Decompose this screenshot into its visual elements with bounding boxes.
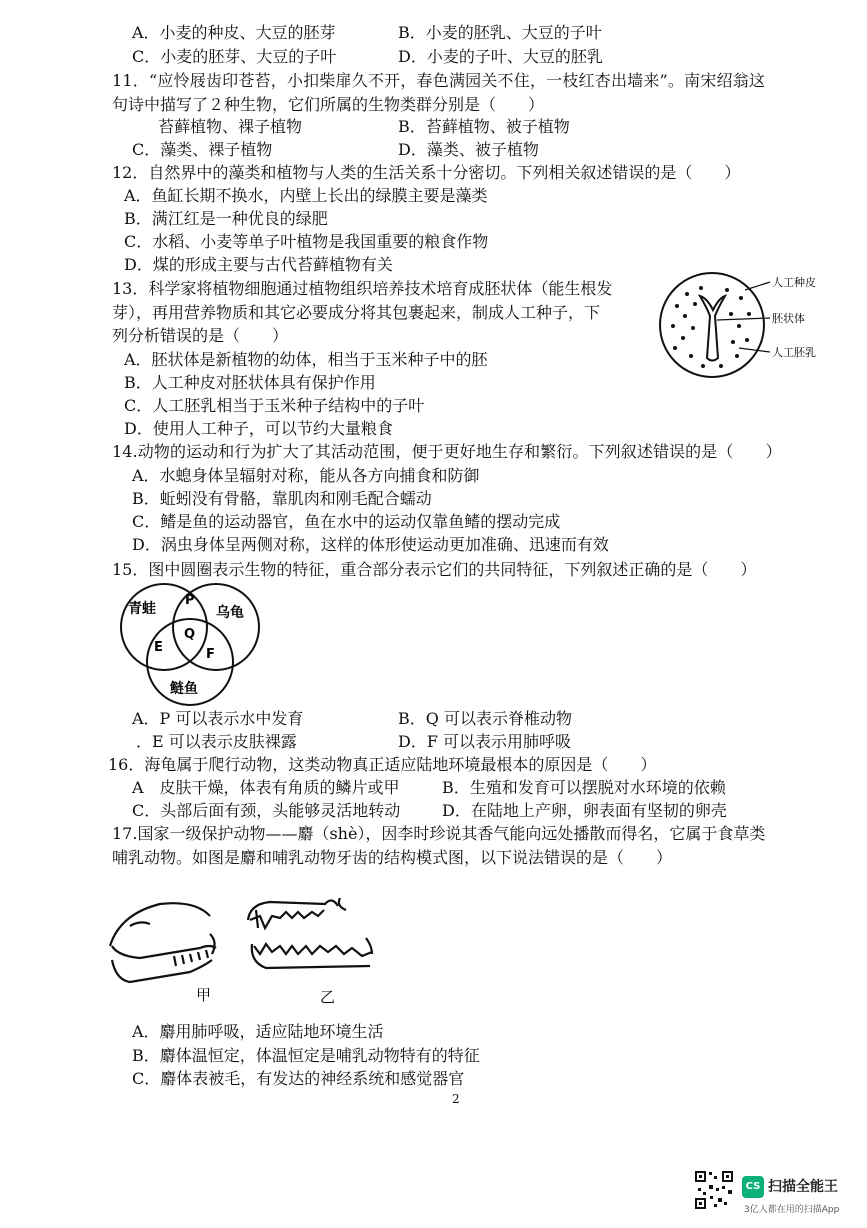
- q11-option-c: C．藻类、裸子植物: [132, 140, 273, 159]
- q16-option-c: C．头部后面有颈，头能够灵活地转动: [132, 801, 401, 820]
- q13-option-c: C．人工胚乳相当于玉米种子结构中的子叶: [124, 396, 425, 415]
- label-artificial-endosperm: 人工胚乳: [772, 346, 816, 359]
- q16-option-b: B．生殖和发育可以摆脱对水环境的依赖: [442, 778, 726, 797]
- q17-stem-line1: 17.国家一级保护动物——麝（shè），因李时珍说其香气能向远处播散而得名，它属于食草类: [112, 824, 766, 843]
- q11-stem-line1: 11．“应怜屐齿印苍苔，小扣柴扉久不开，春色满园关不住，一枝红杏出墙来”。南宋绍翁这: [112, 71, 766, 90]
- q14-option-a: A．水螅身体呈辐射对称，能从各方向捕食和防御: [132, 466, 480, 485]
- q15-option-d: D．F 可以表示用肺呼吸: [398, 732, 572, 751]
- scanner-tagline: 3亿人都在用的扫描App: [744, 1205, 840, 1215]
- venn-label-carp: 鲢鱼: [170, 681, 198, 697]
- q16-option-d: D．在陆地上产卵，卵表面有坚韧的卵壳: [442, 801, 727, 820]
- page-number: 2: [452, 1092, 460, 1106]
- q12-option-a: A．鱼缸长期不换水，内壁上长出的绿膜主要是藻类: [124, 186, 488, 205]
- venn-label-turtle: 乌龟: [216, 605, 244, 621]
- q13-option-a: A．胚状体是新植物的幼体，相当于玉米种子中的胚: [124, 350, 488, 369]
- fig-label-jia: 甲: [196, 986, 212, 1004]
- q14-option-c: C．鳍是鱼的运动器官，鱼在水中的运动仅靠鱼鳍的摆动完成: [132, 512, 561, 531]
- venn-label-frog: 青蛙: [128, 601, 156, 617]
- embryoid-shape: [700, 296, 725, 361]
- q17-option-c: C．麝体表被毛，有发达的神经系统和感觉器官: [132, 1069, 465, 1088]
- venn-region-f: F: [206, 647, 215, 662]
- q15-stem: 15．图中圆圈表示生物的特征，重合部分表示它们的共同特征，下列叙述正确的是（ ）: [112, 560, 757, 579]
- q13-option-b: B．人工种皮对胚状体具有保护作用: [124, 373, 376, 392]
- artificial-seed-diagram: [655, 268, 860, 388]
- pointer-embryoid: [717, 318, 770, 320]
- venn-region-p: P: [185, 593, 195, 608]
- q16-stem: 16．海龟属于爬行动物，这类动物真正适应陆地环境最根本的原因是（ ）: [108, 755, 657, 774]
- q15-option-a: A．P 可以表示水中发育: [132, 709, 304, 728]
- scanner-watermark: [694, 1170, 854, 1220]
- q11-option-b: B．苔藓植物、被子植物: [398, 117, 570, 136]
- label-embryoid: 胚状体: [772, 312, 805, 325]
- endosperm-dots: [671, 286, 751, 368]
- q14-stem: 14.动物的运动和行为扩大了其活动范围，便于更好地生存和繁衍。下列叙述错误的是（ ）: [112, 442, 782, 461]
- qr-code-icon: [694, 1170, 734, 1210]
- label-artificial-coat: 人工种皮: [772, 276, 816, 289]
- skull-yi: [248, 898, 372, 968]
- scanner-app-name: 扫描全能王: [768, 1179, 838, 1195]
- q10-option-a: A．小麦的种皮、大豆的胚芽: [132, 23, 336, 42]
- q15-option-b: B．Q 可以表示脊椎动物: [398, 709, 572, 728]
- pointer-endosperm: [739, 348, 770, 352]
- q12-option-d: D．煤的形成主要与古代苔藓植物有关: [124, 255, 393, 274]
- q14-option-b: B．蚯蚓没有骨骼，靠肌肉和刚毛配合蠕动: [132, 489, 432, 508]
- scanner-logo-badge: CS: [742, 1176, 764, 1198]
- venn-region-q: Q: [184, 627, 196, 642]
- q10-option-b: B．小麦的胚乳、大豆的子叶: [398, 23, 602, 42]
- q12-option-c: C．水稻、小麦等单子叶植物是我国重要的粮食作物: [124, 232, 489, 251]
- q13-option-d: D．使用人工种子，可以节约大量粮食: [124, 419, 393, 438]
- q13-stem-line2: 芽），再用营养物质和其它必要成分将其包裹起来，制成人工种子，下: [112, 303, 601, 322]
- pointer-coat: [745, 282, 770, 290]
- q16-option-a: A 皮肤干燥，体表有角质的鳞片或甲: [132, 778, 400, 797]
- q13-stem-line1: 13．科学家将植物细胞通过植物组织培养技术培育成胚状体（能生根发: [112, 279, 613, 298]
- skull-jia: [110, 903, 216, 982]
- q10-option-d: D．小麦的子叶、大豆的胚乳: [398, 47, 603, 66]
- q11-option-d: D．藻类、被子植物: [398, 140, 539, 159]
- q17-stem-line2: 哺乳动物。如图是麝和哺乳动物牙齿的结构模式图，以下说法错误的是（ ）: [112, 848, 673, 867]
- teeth-diagram: [100, 876, 390, 1010]
- q13-stem-line3: 列分析错误的是（ ）: [112, 326, 289, 345]
- venn-diagram: [104, 582, 274, 708]
- q12-option-b: B．满江红是一种优良的绿肥: [124, 209, 328, 228]
- venn-region-e: E: [154, 640, 163, 655]
- q15-option-c: ．E 可以表示皮肤裸露: [136, 732, 297, 751]
- q17-option-b: B．麝体温恒定，体温恒定是哺乳动物特有的特征: [132, 1046, 480, 1065]
- q10-option-c: C．小麦的胚芽、大豆的子叶: [132, 47, 337, 66]
- q14-option-d: D．涡虫身体呈两侧对称，这样的体形使运动更加准确、迅速而有效: [132, 535, 609, 554]
- fig-label-yi: 乙: [320, 988, 336, 1006]
- q11-stem-line2: 句诗中描写了２种生物，它们所属的生物类群分别是（ ）: [112, 95, 545, 114]
- q11-option-a: 苔藓植物、裸子植物: [158, 117, 303, 136]
- q12-stem: 12．自然界中的藻类和植物与人类的生活关系十分密切。下列相关叙述错误的是（ ）: [112, 163, 741, 182]
- q17-option-a: A．麝用肺呼吸，适应陆地环境生活: [132, 1022, 384, 1041]
